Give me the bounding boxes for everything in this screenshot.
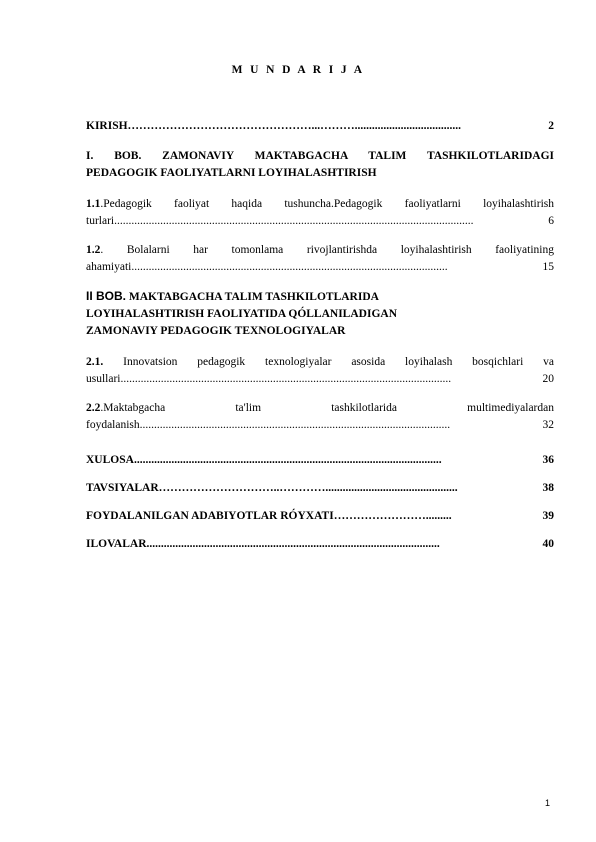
toc-page-number: 36 [542,454,554,466]
toc-section-number: 2.2 [86,402,101,414]
toc-section-2-2[interactable] [86,400,554,434]
toc-chapter-number: II BOB. [86,289,127,303]
toc-section-number: 2.1. [86,356,104,368]
toc-section-number: 1.2 [86,244,101,256]
toc-chapter-title-line: ZAMONAVIY PEDAGOGIK TEXNOLOGIYALAR [86,325,346,337]
toc-page-number: 40 [542,538,554,550]
toc-section-title: .Pedagogik faoliyat haqida tushuncha.Pedagogik faoliyatlarni loyihalashtirish [100,198,554,210]
toc-leader-dots: …………………………………………...………..................................... [127,120,462,132]
toc-leader-dots: .............................................................................................................. [131,261,448,273]
toc-label: FOYDALANILGAN ADABIYOTLAR RÓYXATI [86,510,334,522]
toc-leader-dots: ...................................................................................................... [146,538,440,550]
toc-leader-dots: ............................................................................................................ [139,419,451,431]
toc-entry-tavsiyalar[interactable] [86,480,554,497]
toc-entry-ilovalar[interactable] [86,536,554,553]
toc-page-number: 39 [542,510,554,522]
toc-label: KIRISH [86,120,128,132]
toc-label: TAVSIYALAR [86,482,159,494]
page-number: 1 [544,798,550,808]
toc-chapter-2[interactable] [86,288,554,340]
toc-leader-dots: ……………………......... [333,510,452,522]
toc-leader-dots: ........................................................................................................... [133,454,442,466]
toc-section-title: Innovatsion pedagogik texnologiyalar asosida loyihalash bosqichlari va [103,356,554,368]
toc-label: XULOSA [86,454,134,466]
toc-page-number: 6 [548,215,554,227]
toc-leader-dots: ................................................................................................................... [120,373,452,385]
toc-page-number: 20 [542,373,554,385]
toc-page-number: 15 [542,261,554,273]
toc-chapter-title-line: PEDAGOGIK FAOLIYATLARNI LOYIHALASHTIRISH [86,167,377,179]
toc-label: ILOVALAR [86,538,147,550]
toc-page-number: 2 [548,120,554,132]
toc-chapter-1[interactable] [86,148,554,182]
toc-chapter-title-line: MAKTABGACHA TALIM TASHKILOTLARIDA [126,291,379,303]
toc-page-number: 38 [542,482,554,494]
toc-section-title-cont: foydalanish [86,419,140,431]
toc-section-title: . Bolalarni har tomonlama rivojlantirishda loyihalashtirish faoliyatining [100,244,554,256]
toc-chapter-title-line: I. BOB. ZAMONAVIY MAKTABGACHA TALIM TASHKILOTLARIDAGI [86,150,554,162]
toc-section-title-cont: turlari [86,215,115,227]
toc-entry-references[interactable] [86,508,554,525]
toc-section-1-2[interactable] [86,242,554,276]
toc-section-title-cont: ahamiyati [86,261,132,273]
page-title: M U N D A R I J A [231,64,365,76]
toc-entry-xulosa[interactable] [86,452,554,469]
toc-section-2-1[interactable] [86,354,554,388]
toc-section-1-1[interactable] [86,196,554,230]
toc-section-title: .Maktabgacha ta'lim tashkilotlarida multimediyalardan [100,402,554,414]
toc-leader-dots: ............................................................................................................................. [114,215,474,227]
toc-section-title-cont: usullari [86,373,121,385]
toc-page-number: 32 [542,419,554,431]
toc-leader-dots: …………………………..………….............................................. [158,482,458,494]
toc-section-number: 1.1 [86,198,101,210]
toc-entry-kirish[interactable] [86,118,554,135]
toc-chapter-title-line: LOYIHALASHTIRISH FAOLIYATIDA QÓLLANILADIGAN [86,308,397,320]
